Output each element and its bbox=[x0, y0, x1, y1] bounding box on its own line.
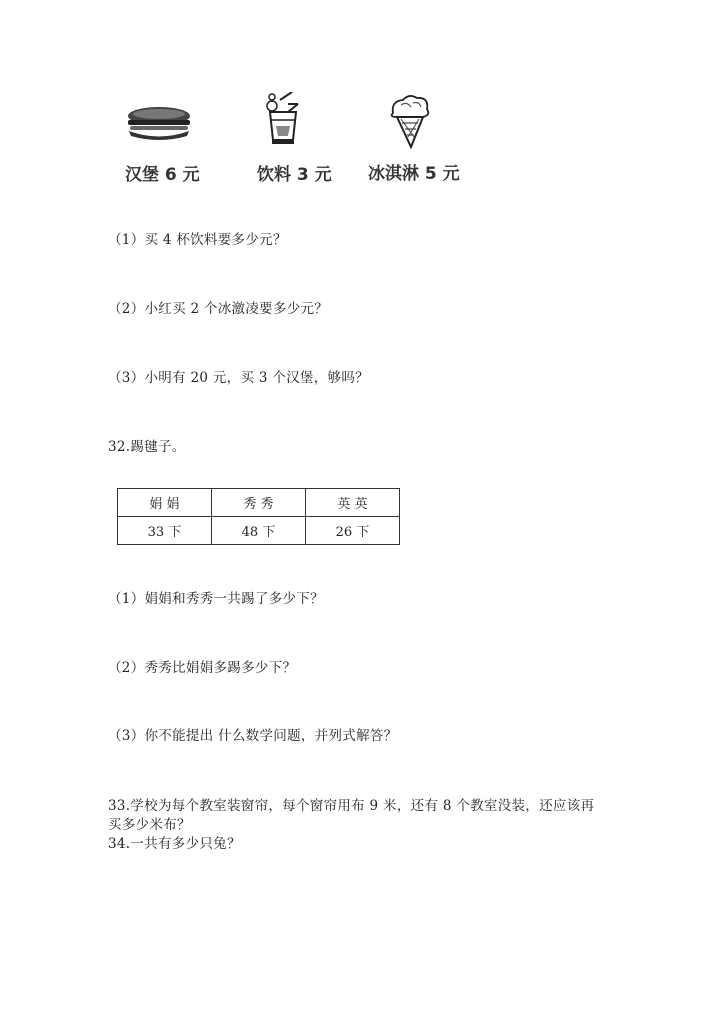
ice-cream-price-label: 冰淇淋 5 元 bbox=[368, 164, 460, 184]
table-cell-count: 26 下 bbox=[306, 517, 400, 545]
q32-title: 32.踢毽子。 bbox=[108, 439, 186, 455]
q31-sub2: （2）小红买 2 个冰激凌要多少元？ bbox=[108, 301, 329, 317]
drink-price-label: 饮料 3 元 bbox=[257, 165, 332, 185]
table-row bbox=[118, 489, 400, 517]
kick-score-table bbox=[117, 488, 400, 545]
ice-cream-icon bbox=[387, 93, 435, 149]
table-cell-name: 英 英 bbox=[306, 489, 400, 517]
q32-sub1: （1）娟娟和秀秀一共踢了多少下？ bbox=[108, 591, 324, 607]
q32-sub2: （2）秀秀比娟娟多踢多少下？ bbox=[108, 660, 297, 676]
q31-sub1: （1）买 4 杯饮料要多少元？ bbox=[108, 232, 287, 248]
q31-sub3: （3）小明有 20 元，买 3 个汉堡，够吗？ bbox=[108, 370, 369, 386]
q33-line2: 买多少米布？ bbox=[108, 817, 191, 833]
q34-text: 34.一共有多少只兔？ bbox=[108, 836, 241, 852]
table-cell-name: 娟 娟 bbox=[118, 489, 212, 517]
q32-sub3: （3）你不能提出 什么数学问题，并列式解答？ bbox=[108, 728, 398, 744]
q33-line1: 33.学校为每个教室装窗帘，每个窗帘用布 9 米，还有 8 个教室没装，还应该再 bbox=[108, 798, 595, 814]
table-cell-name: 秀 秀 bbox=[212, 489, 306, 517]
hamburger-price-label: 汉堡 6 元 bbox=[125, 165, 200, 185]
drink-cup-icon bbox=[258, 92, 312, 148]
table-cell-count: 33 下 bbox=[118, 517, 212, 545]
hamburger-icon bbox=[123, 104, 195, 144]
table-row bbox=[118, 517, 400, 545]
table-cell-count: 48 下 bbox=[212, 517, 306, 545]
